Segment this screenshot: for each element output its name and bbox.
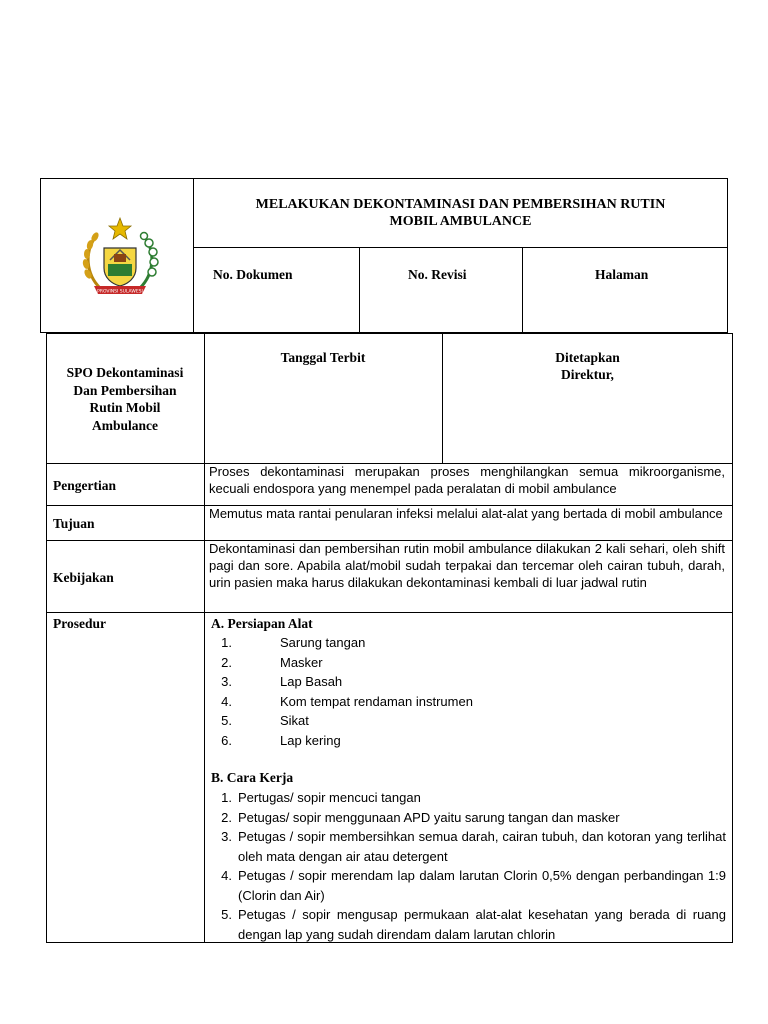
document-title-line: MOBIL AMBULANCE: [389, 214, 532, 229]
list-number: 2.: [221, 654, 232, 670]
list-text: Petugas / sopir merendam lap dalam larutan Clorin 0,5% dengan perbandingan 1:9 (Clorin dan Air): [238, 868, 726, 903]
list-text: Petugas / sopir membersihkan semua darah, cairan tubuh, dan kotoran yang terlihat oleh mata dengan air atau detergent: [238, 829, 726, 864]
halaman-label: Halaman: [595, 267, 649, 282]
list-item: [212, 731, 712, 751]
spo-title-line: SPO Dekontaminasi: [66, 365, 184, 380]
list-item: [212, 827, 726, 866]
list-text: Sarung tangan: [280, 635, 366, 650]
list-item: [212, 653, 712, 673]
list-text: Petugas / sopir mengusap permukaan alat-alat kesehatan yang berada di ruang dengan lap yang sudah direndam dalam larutan chlorin: [238, 907, 726, 942]
tujuan-label: Tujuan: [53, 516, 95, 531]
document-title: [193, 196, 728, 230]
document-title-line: MELAKUKAN DEKONTAMINASI DAN PEMBERSIHAN RUTIN: [255, 197, 666, 212]
list-number: 6.: [221, 732, 232, 748]
logo: [78, 216, 162, 300]
list-number: 3.: [221, 829, 232, 844]
list-number: 4.: [221, 868, 232, 883]
header-divider: [522, 247, 523, 333]
spo-title: [46, 364, 204, 434]
pengertian-label: Pengertian: [53, 478, 116, 493]
list-item: [212, 711, 712, 731]
list-text: Kom tempat rendaman instrumen: [280, 693, 473, 709]
list-text: Lap kering: [280, 732, 341, 748]
spo-title-line: Dan Pembersihan: [73, 382, 177, 398]
ditetapkan-block: [442, 349, 733, 383]
cara-kerja-title: B. Cara Kerja: [211, 770, 294, 785]
list-text: Sikat: [280, 713, 309, 728]
logo-ribbon-text: PROVINSI SULAWESI: [97, 289, 143, 295]
spo-title-line: Rutin Mobil: [89, 400, 161, 415]
spo-title-line: Ambulance: [91, 417, 158, 433]
list-item: [212, 692, 712, 712]
provincial-emblem-icon: [78, 216, 162, 300]
list-number: 1.: [221, 635, 232, 650]
list-item: [212, 633, 712, 653]
header-divider: [193, 247, 728, 248]
list-number: 3.: [221, 674, 232, 689]
persiapan-list: [212, 633, 712, 750]
list-item: [212, 808, 726, 828]
list-number: 5.: [221, 713, 232, 728]
no-dokumen-label: No. Dokumen: [213, 267, 293, 282]
tanggal-terbit-label: Tanggal Terbit: [280, 350, 366, 365]
tujuan-text: Memutus mata rantai penularan infeksi melalui alat-alat yang bertada di mobil ambulance: [209, 506, 723, 521]
prosedur-label: Prosedur: [53, 616, 106, 631]
direktur-label: Direktur,: [561, 367, 614, 382]
list-text: Masker: [280, 654, 323, 670]
list-number: 2.: [221, 809, 232, 825]
list-text: Petugas/ sopir menggunaan APD yaitu sarung tangan dan masker: [238, 809, 620, 825]
list-number: 5.: [221, 907, 232, 922]
header-divider: [359, 247, 360, 333]
list-item: [212, 788, 726, 808]
list-text: Lap Basah: [280, 674, 343, 689]
list-item: [212, 905, 726, 944]
list-item: [212, 672, 712, 692]
row-divider: [46, 612, 733, 613]
kebijakan-text: Dekontaminasi dan pembersihan rutin mobil ambulance dilakukan 2 kali sehari, oleh shift pagi dan sore. Apabila alat/mobil sudah terpakai dan tercemar oleh cairan tubuh, darah, urin pasien maka harus dilakukan dekontaminasi kembali di luar jadwal rutin: [209, 541, 725, 590]
list-item: [212, 866, 726, 905]
cara-kerja-list: [212, 788, 726, 944]
list-text: Pertugas/ sopir mencuci tangan: [238, 790, 421, 805]
ditetapkan-label: Ditetapkan: [555, 350, 620, 365]
column-divider: [204, 333, 205, 943]
list-number: 1.: [221, 790, 232, 805]
kebijakan-label: Kebijakan: [53, 570, 114, 585]
no-revisi-label: No. Revisi: [408, 267, 467, 282]
pengertian-text: Proses dekontaminasi merupakan proses menghilangkan semua mikroorganisme, kecuali endospora yang menempel pada peralatan di mobil ambulance: [209, 464, 725, 496]
persiapan-title: A. Persiapan Alat: [211, 616, 313, 631]
list-number: 4.: [221, 693, 232, 709]
